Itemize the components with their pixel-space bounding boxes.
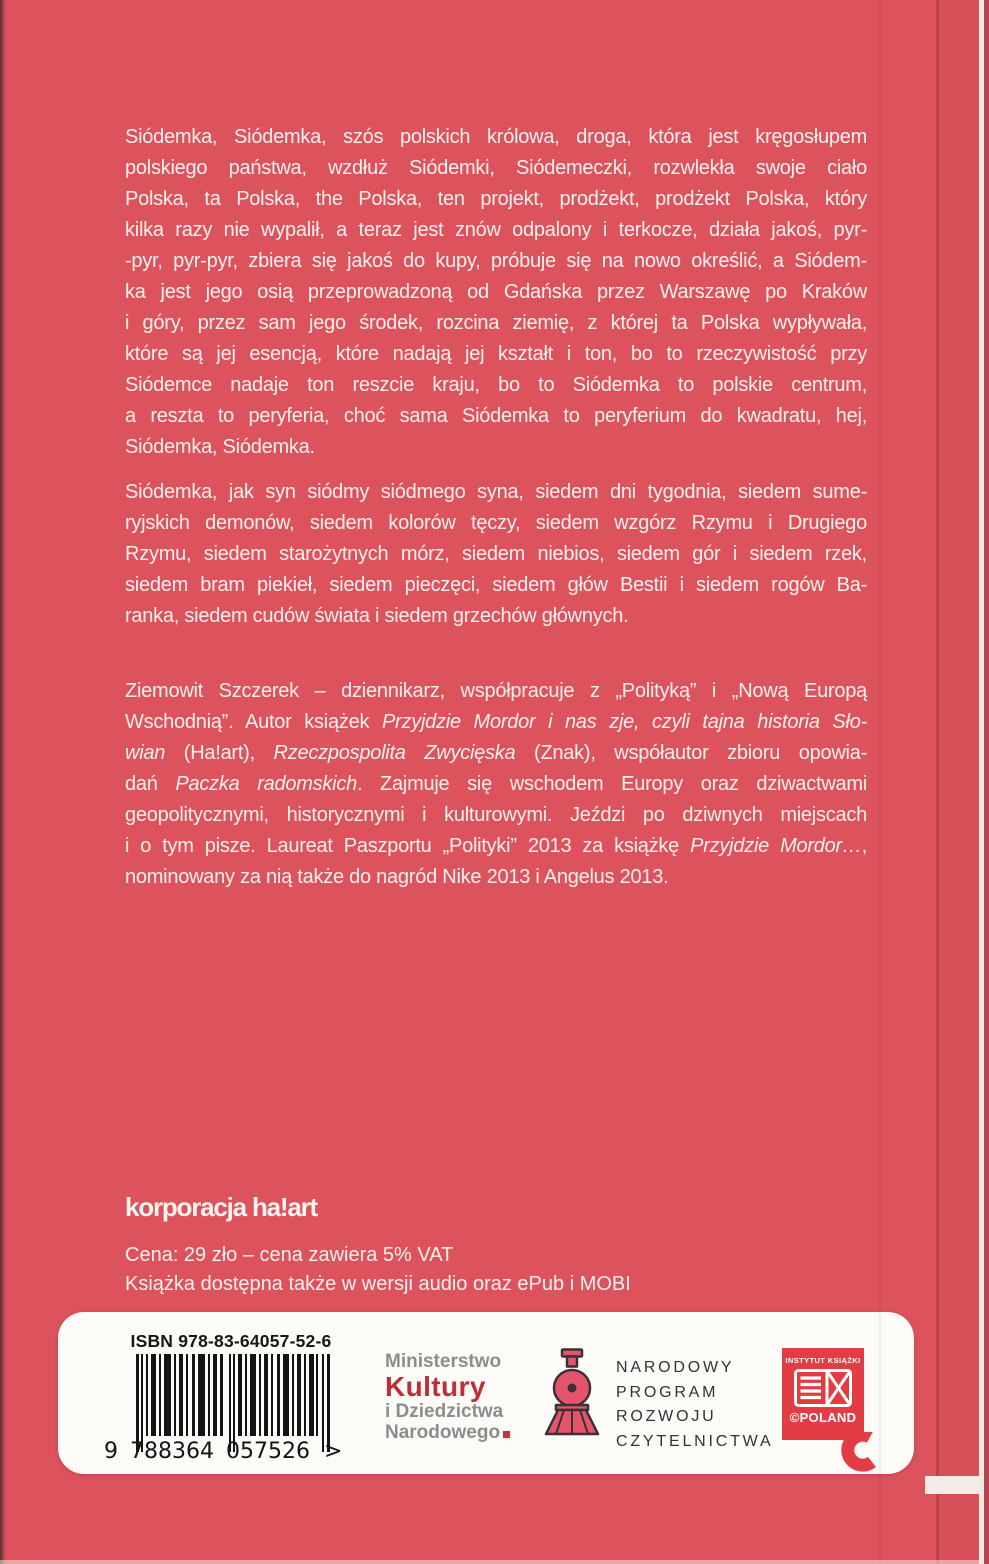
publisher-logo: korporacja ha!art	[125, 1192, 318, 1222]
isbn-text: ISBN 978-83-64057-52-6	[130, 1331, 332, 1351]
ean-barcode	[136, 1354, 330, 1452]
red-dot	[503, 1431, 510, 1438]
ministry-of-culture-logo	[385, 1352, 510, 1443]
bottom-page-edge	[0, 1560, 979, 1564]
nprc-line-1: NARODOWY	[616, 1359, 735, 1376]
isbn-sticker	[58, 1312, 914, 1474]
page-edge-dark	[984, 0, 989, 1564]
availability-line: Książka dostępna także w wersji audio oraz ePub i MOBI	[125, 1273, 631, 1295]
barcode-arrow: >	[323, 1439, 343, 1464]
ministry-line-1: Ministerstwo	[385, 1351, 502, 1372]
bottom-right-corner-patch	[925, 1476, 979, 1494]
ministry-line-4: Narodowego	[385, 1422, 510, 1443]
book-institute-icon	[794, 1369, 852, 1407]
barcode-digit-first: 9	[104, 1439, 118, 1464]
cover-crease	[936, 0, 939, 1564]
cover-crease-faint	[879, 0, 881, 1564]
instytut-ksiazki-logo	[782, 1348, 864, 1440]
nprc-line-3: ROZWOJU	[616, 1408, 717, 1425]
ministry-line-3: i Dziedzictwa	[385, 1401, 504, 1422]
price-line: Cena: 29 zło – cena zawiera 5% VAT	[125, 1244, 454, 1266]
instytut-title: INSTYTUT KSIĄŻKI	[785, 1356, 861, 1365]
national-reading-program-logo	[616, 1356, 773, 1454]
nprc-line-2: PROGRAM	[616, 1383, 719, 1401]
cover-fold-band	[939, 0, 979, 1564]
left-spine-shadow	[0, 0, 6, 1564]
author-bio: Ziemowit Szczerek – dziennikarz, współpracuje z „Polityką” i „Nową Europą Wschodnią”. Autor książek Przyjdzie Mordor i nas zje, czyli tajna historia Sło- wian (Ha!art), Rzeczpospolita Zwycięska (Znak), współautor zbioru opowia- dań Paczka radomskich. Zajmuje się wschodem Europy oraz dziwactwami geopolitycznymi, historycznymi i kulturowymi. Jeździ po dziwnych miejscach i o tym pisze. Laureat Paszportu „Polityki” 2013 za książkę Przyjdzie Mordor…, nominowany za nią także do nagród Nike 2013 i Angelus 2013.	[125, 680, 868, 888]
nprc-line-4: CZYTELNICTWA	[616, 1432, 774, 1450]
barcode-digits	[104, 1439, 342, 1464]
locomotive-icon	[540, 1348, 604, 1436]
poland-caption: ©POLAND	[789, 1410, 857, 1425]
red-curl-icon	[837, 1432, 877, 1474]
ministry-line-2: Kultury	[385, 1371, 486, 1402]
blurb-paragraph-1: Siódemka, Siódemka, szós polskich królowa, droga, która jest kręgosłupem polskiego państwa, wzdłuż Siódemki, Siódemeczki, rozwlekła swoje ciało Polska, ta Polska, the Polska, ten projekt, prodżekt, prodżekt Polska, który kilka razy nie wypalił, a teraz jest znów odpalony i terkocze, działa jakoś, pyr- -pyr, pyr-pyr, zbiera się jakoś do kupy, próbuje się na nowo określić, a Siódem- ka jest jego osią przeprowadzoną od Gdańska przez Warszawę po Kraków i góry, przez sam jego środek, rozcina ziemię, z której ta Polska wypływała, które są jej esencją, które nadają jej kształt i ton, bo to rzeczywistość przy Siódemce nadaje ton reszcie kraju, bo to Siódemka to polskie centrum, a reszta to peryferia, choć sama Siódemka to peryferium do kwadratu, hej, Siódemka, Siódemka.	[125, 126, 867, 458]
barcode-digit-group2: 057526	[225, 1439, 310, 1464]
blurb-paragraph-2: Siódemka, jak syn siódmy siódmego syna, siedem dni tygodnia, siedem sume- ryjskich demonów, siedem kolorów tęczy, siedem wzgórz Rzymu i Drugiego Rzymu, siedem starożytnych mórz, siedem niebios, siedem gór i siedem rzek, siedem bram piekieł, siedem pieczęci, siedem głów Bestii i siedem rogów Ba- ranka, siedem cudów świata i siedem grzechów głównych.	[125, 481, 867, 627]
barcode-digit-group1: 788364	[130, 1439, 214, 1464]
